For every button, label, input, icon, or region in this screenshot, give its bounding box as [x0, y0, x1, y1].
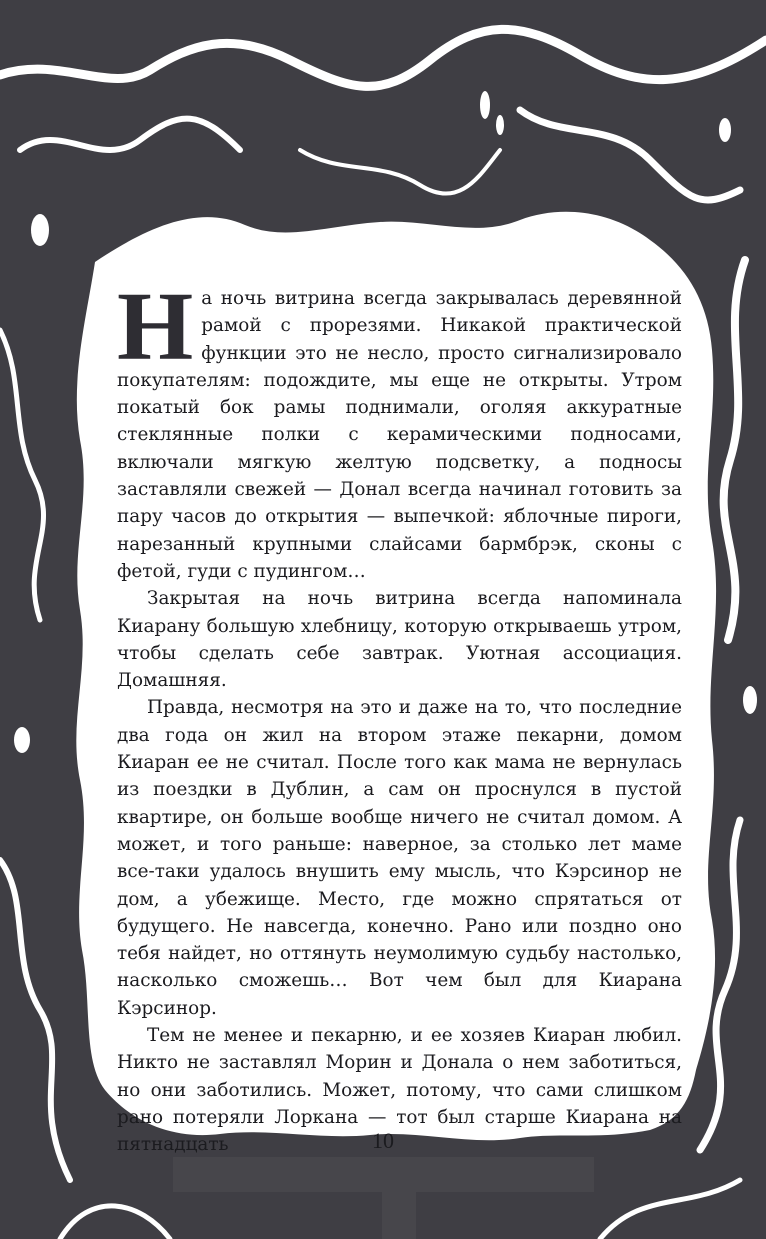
footer-stem	[382, 1192, 416, 1239]
body-text	[117, 273, 682, 1159]
paragraph-3: Правда, несмотря на это и даже на то, что последние два года он жил на втором этаже пекарни, домом Киаран ее не считал. После того как мама не вернулась из поездки в Дублин, а сам он проснулся в пустой квартире, он больше вообще ничего не считал домом. А может, и того раньше: наверное, за столько лет маме все-таки удалось внушить ему мысль, что Кэрсинор не дом, а убежище. Место, где можно спрятаться от будущего. Не навсегда, конечно. Рано или поздно оно тебя найдет, но оттянуть неумолимую судьбу настолько, насколько сможешь… Вот чем был для Киарана Кэрсинор.	[117, 697, 682, 1019]
paragraph-2: Закрытая на ночь витрина всегда напоминала Киарану большую хлебницу, которую открываешь утром, чтобы сделать себе завтрак. Уютная ассоциация. Домашняя.	[117, 588, 682, 692]
page-number: 10	[372, 1128, 394, 1153]
drop-cap: Н	[117, 273, 194, 381]
paragraph-1	[117, 273, 682, 585]
paragraph-1-text: а ночь витрина всегда закрывалась деревянной рамой с прорезями. Никакой практической функции это не несло, просто сигнализировало покупателям: подождите, мы еще не открыты. Утром покатый бок рамы поднимали, оголяя аккуратные стеклянные полки с керамическими подносами, включали мягкую желтую подсветку, а подносы заставляли свежей — Донал всегда начинал готовить за пару часов до открытия — выпечкой: яблочные пироги, нарезанный крупными слайсами бармбрэк, сконы с фетой, гуди с пудингом…	[117, 288, 682, 582]
paragraph-4: Тем не менее и пекарню, и ее хозяев Киаран любил. Никто не заставлял Морин и Донала о нем заботиться, но они заботились. Может, потому, что сами слишком рано потеряли Лоркана — тот был старше Киарана на пятнадцать	[117, 1025, 682, 1156]
footer-bar	[173, 1157, 594, 1192]
